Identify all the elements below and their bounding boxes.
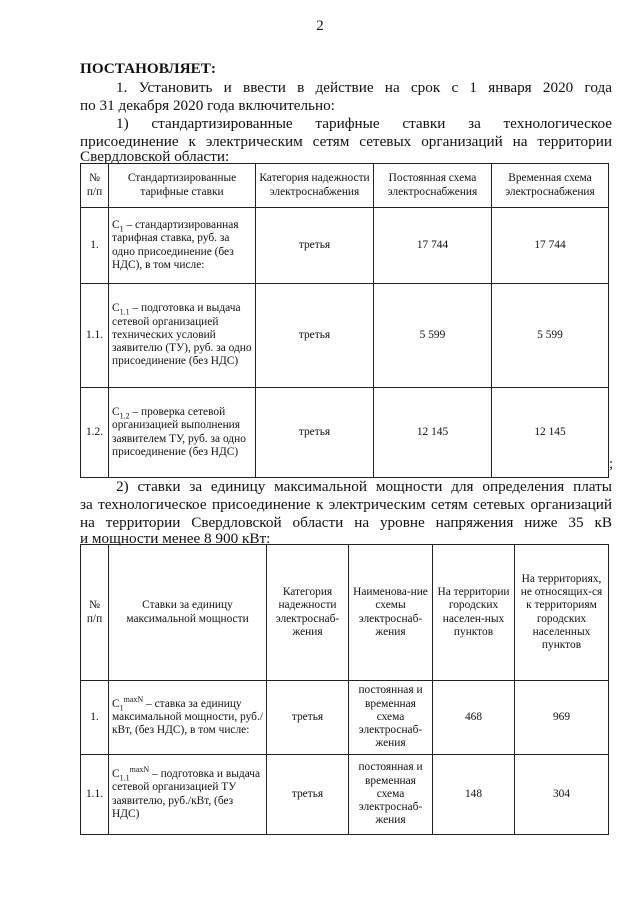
rate-subscript: 1 [119,702,124,712]
para1-line1: 1. Установить и ввести в действие на срок с 1 января 2020 года [116,79,612,96]
header-tariff: Стандартизированные тарифные ставки [109,164,256,208]
page-number: 2 [316,18,324,34]
tariff-subscript: 1 [119,224,124,234]
header-rural: На территориях, не относящих-ся к территориям городских населенных пунктов [515,545,609,681]
row-urban: 468 [433,681,515,755]
header-temporary: Временная схема электроснабжения [492,164,609,208]
row-rural: 304 [515,755,609,835]
row-category: третья [267,755,349,835]
rate-text: – подготовка и выдача сетевой организацией ТУ заявителю, руб./кВт, (без НДС) [112,768,261,820]
row-scheme: постоянная и временная схема электроснаб-жения [349,755,433,835]
table-row [81,208,609,284]
row-permanent: 12 145 [374,388,492,478]
row-num: 1.2. [81,388,109,478]
tariff-text: – проверка сетевой организацией выполнения заявителем ТУ, руб. за одно присоединение (без НДС) [112,406,246,458]
capacity-rate-table [80,544,609,835]
tariff-text: – подготовка и выдача сетевой организацией технических условий заявителю (ТУ), руб. за одно присоединение (без НДС) [112,302,252,368]
tariff-symbol: С [112,302,120,315]
tariff-symbol: С [112,219,120,232]
header-rate: Ставки за единицу максимальной мощности [109,545,267,681]
tariff-subscript: 1.1 [119,307,130,317]
item1-line2: присоединение к электрическим сетям сетевых организаций на территории [80,133,612,150]
table-row [81,284,609,388]
header-category: Категория надежности электроснабжения [256,164,374,208]
tariff-text: – стандартизированная тарифная ставка, руб. за одно присоединение (без НДС), в том числе: [112,219,239,271]
table-row [81,681,609,755]
row-rural: 969 [515,681,609,755]
capacity-table-header [81,545,609,681]
row-num: 1. [81,208,109,284]
row-permanent: 17 744 [374,208,492,284]
row-description [109,388,256,478]
rate-superscript: maxN [123,694,144,704]
table-row [81,388,609,478]
item2-line4: и мощности менее 8 900 кВт: [80,530,271,547]
para1-line2: по 31 декабря 2020 года включительно: [80,97,335,114]
row-scheme: постоянная и временная схема электроснаб-жения [349,681,433,755]
tariff-table [80,163,609,478]
row-urban: 148 [433,755,515,835]
item1-line1: 1) стандартизированные тарифные ставки за технологическое [116,115,612,132]
rate-symbol: С [112,768,120,781]
tariff-table-header [81,164,609,208]
header-category: Категория надежности электроснаб-жения [267,545,349,681]
row-num: 1.1. [81,755,109,835]
semicolon: ; [609,456,614,472]
rate-symbol: С [112,697,120,710]
item2-line1: 2) ставки за единицу максимальной мощности для определения платы [116,478,612,495]
header-num: № п/п [81,164,109,208]
tariff-subscript: 1.2 [119,411,130,421]
row-num: 1.1. [81,284,109,388]
row-description [109,208,256,284]
table-row [81,755,609,835]
row-category: третья [267,681,349,755]
row-description [109,755,267,835]
row-permanent: 5 599 [374,284,492,388]
rate-subscript: 1.1 [119,773,130,783]
header-permanent: Постоянная схема электроснабжения [374,164,492,208]
rate-text: – ставка за единицу максимальной мощности, руб./кВт, (без НДС), в том числе: [112,697,263,737]
row-temporary: 12 145 [492,388,609,478]
row-category: третья [256,208,374,284]
rate-superscript: maxN [129,765,150,775]
row-temporary: 5 599 [492,284,609,388]
row-temporary: 17 744 [492,208,609,284]
item2-line2: за технологическое присоединение к электрическим сетям сетевых организаций [80,496,612,513]
row-description [109,681,267,755]
resolution-heading: ПОСТАНОВЛЯЕТ: [80,60,216,77]
row-description [109,284,256,388]
row-num: 1. [81,681,109,755]
item2-line3: на территории Свердловской области на уровне напряжения ниже 35 кВ [80,514,612,531]
item1-line3: Свердловской области: [80,148,230,165]
row-category: третья [256,388,374,478]
header-urban: На территории городских населен-ных пунктов [433,545,515,681]
row-category: третья [256,284,374,388]
tariff-symbol: С [112,406,120,419]
header-num: № п/п [81,545,109,681]
header-scheme: Наименова-ние схемы электроснаб-жения [349,545,433,681]
